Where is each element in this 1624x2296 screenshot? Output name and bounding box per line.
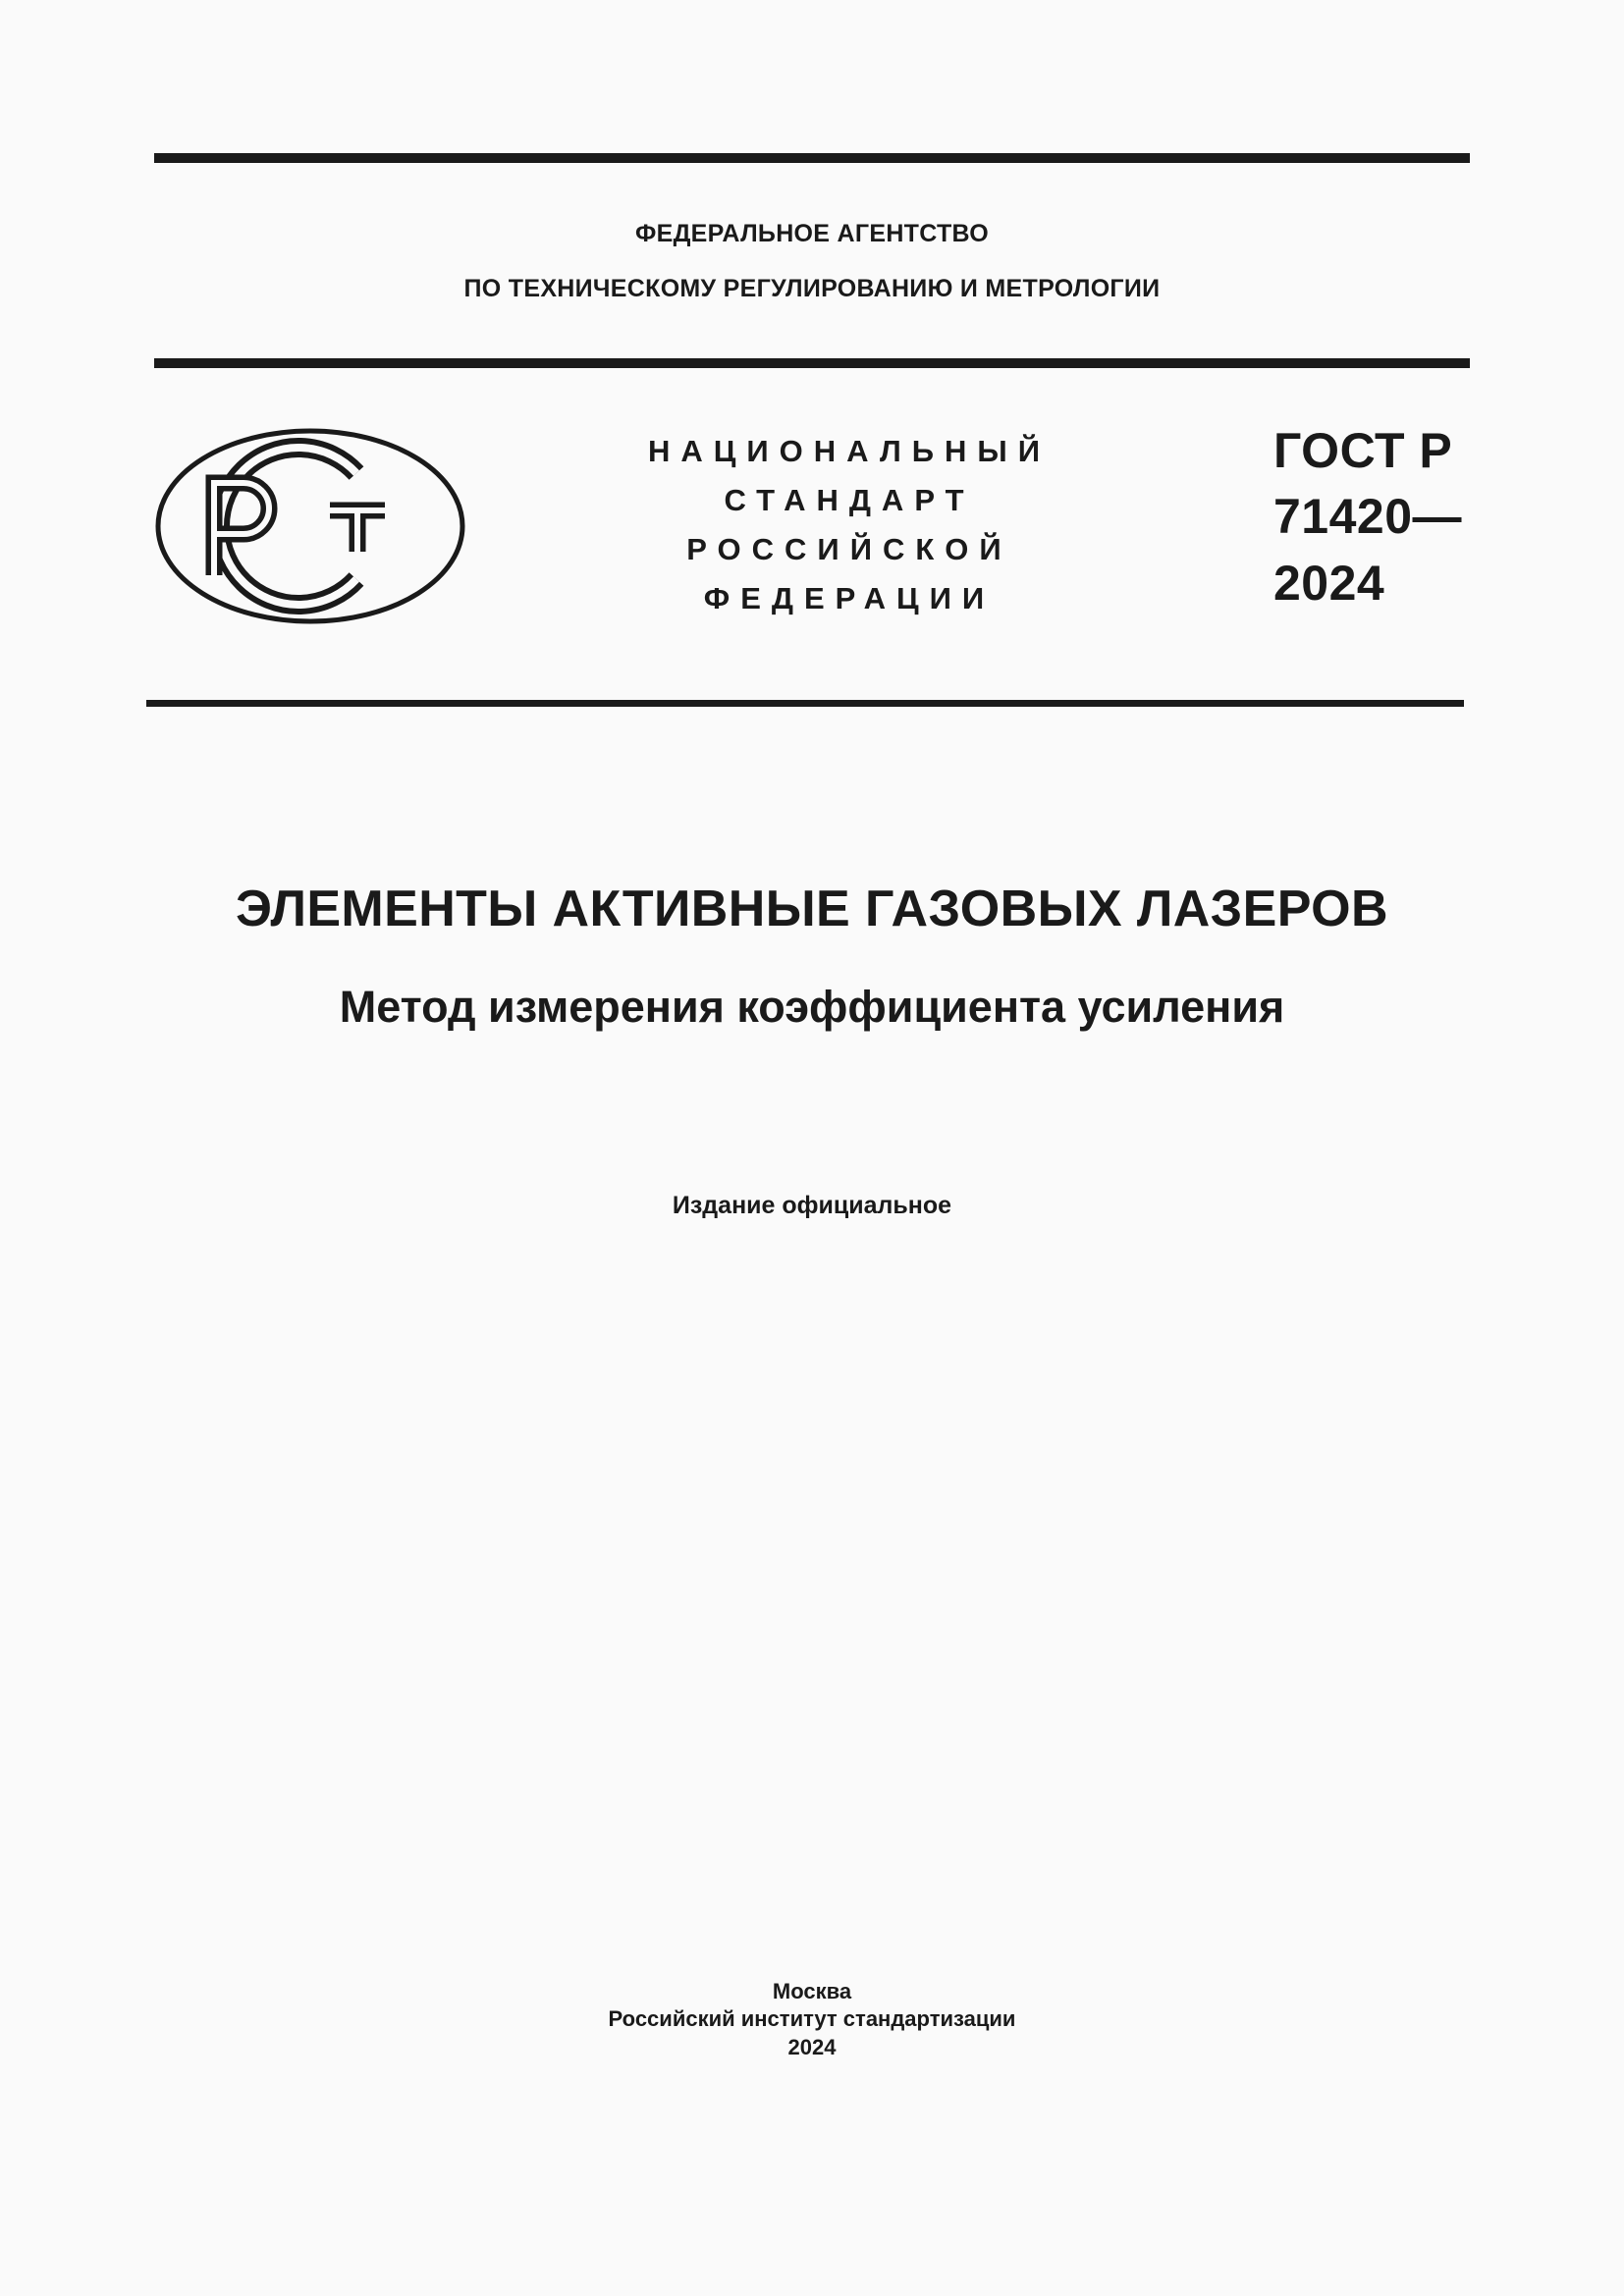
publication-year: 2024 [787, 2035, 837, 2059]
agency-name-line-2: ПО ТЕХНИЧЕСКОМУ РЕГУЛИРОВАНИЮ И МЕТРОЛОГИИ [463, 275, 1161, 302]
bottom-rule [146, 700, 1464, 707]
rst-certification-mark-icon [155, 428, 465, 624]
document-subtitle: Метод измерения коэффициента усиления [339, 982, 1285, 1032]
publisher-organization: Российский институт стандартизации [608, 2006, 1016, 2031]
publisher-city: Москва [772, 1979, 852, 2003]
designation-line-3: 2024 [1273, 556, 1385, 611]
middle-rule [154, 358, 1470, 368]
designation-line-2: 71420— [1273, 489, 1463, 544]
document-title: ЭЛЕМЕНТЫ АКТИВНЫЕ ГАЗОВЫХ ЛАЗЕРОВ [236, 881, 1388, 937]
top-rule [154, 153, 1470, 163]
agency-name-line-1: ФЕДЕРАЛЬНОЕ АГЕНТСТВО [634, 220, 990, 247]
standard-type-line-4: ФЕДЕРАЦИИ [703, 581, 996, 615]
designation-line-1: ГОСТ Р [1273, 423, 1453, 478]
edition-label: Издание официальное [672, 1192, 952, 1219]
standard-type-line-3: РОССИЙСКОЙ [686, 532, 1012, 566]
standard-type-line-1: НАЦИОНАЛЬНЫЙ [647, 434, 1052, 468]
standard-type-line-2: СТАНДАРТ [724, 483, 975, 517]
